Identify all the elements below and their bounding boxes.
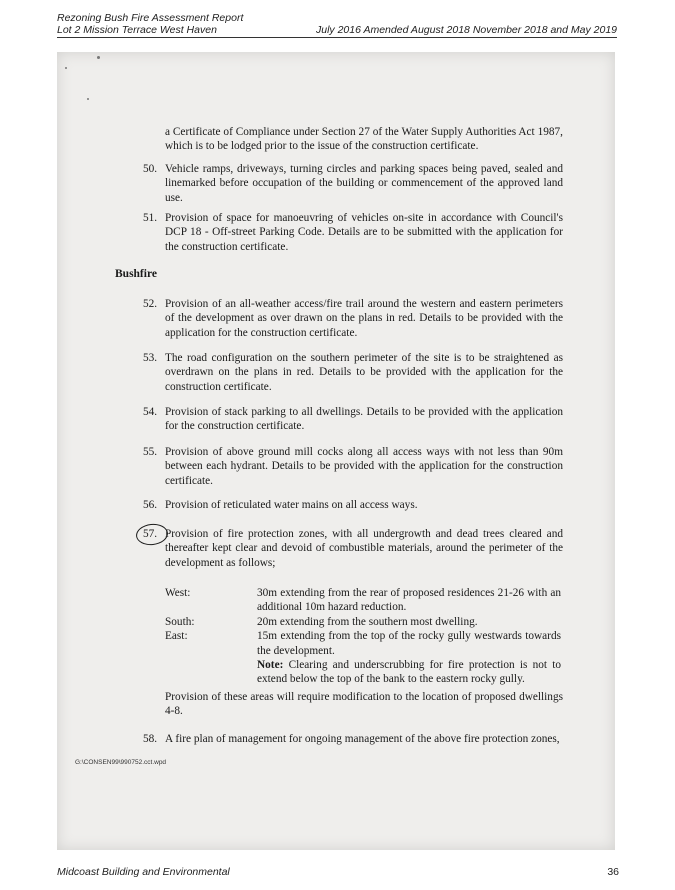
report-location: Lot 2 Mission Terrace West Haven xyxy=(57,24,217,36)
file-path: G:\CONSEN99\990752.cct.wpd xyxy=(75,759,167,766)
zone-row xyxy=(165,629,561,658)
item-number: 57. xyxy=(143,528,158,540)
item-number: 51. xyxy=(143,212,158,224)
page-header xyxy=(57,12,617,38)
item-text: Provision of above ground mill cocks along all access ways with not less than 90m between each hydrant. Details to be provided with the application for the construction certificate. xyxy=(165,446,563,487)
company-name: Midcoast Building and Environmental xyxy=(57,866,230,878)
provision-paragraph: Provision of these areas will require modification to the location of proposed dwellings 4-8. xyxy=(165,691,563,718)
list-item xyxy=(143,405,563,434)
item-text: Provision of fire protection zones, with all undergrowth and dead trees cleared and thereafter kept clear and devoid of combustible materials, around the perimeter of the development as follows; xyxy=(165,528,563,569)
list-item xyxy=(143,527,563,570)
fire-protection-zones xyxy=(165,586,561,687)
zone-note xyxy=(257,658,561,687)
item-number: 53. xyxy=(143,352,158,364)
item-text: The road configuration on the southern perimeter of the site is to be straightened as overdrawn on the plans in red. Details to be provided with the application for the construction certificate. xyxy=(165,352,563,393)
scan-speck xyxy=(65,67,67,69)
zone-note-row xyxy=(165,658,561,687)
list-item xyxy=(143,445,563,488)
item-number: 54. xyxy=(143,406,158,418)
header-line xyxy=(57,24,617,38)
item-text: Provision of reticulated water mains on all access ways. xyxy=(165,499,418,511)
list-item xyxy=(143,498,563,512)
page-footer xyxy=(57,866,619,878)
item-text: Provision of an all-weather access/fire trail around the western and eastern perimeters of the development as over drawn on the plans in red. Details to be provided with the application for the construction certificate. xyxy=(165,298,563,339)
intro-paragraph: a Certificate of Compliance under Section 27 of the Water Supply Authorities Act 1987, which is to be lodged prior to the issue of the construction certificate. xyxy=(165,126,563,153)
item-number: 52. xyxy=(143,298,158,310)
note-text: Clearing and underscrubbing for fire protection is not to extend below the top of the bank to the eastern rocky gully. xyxy=(257,659,561,686)
item-number: 58. xyxy=(143,733,158,745)
item-number: 56. xyxy=(143,499,158,511)
item-text: Provision of space for manoeuvring of vehicles on-site in accordance with Council's DCP 18 - Off-street Parking Code. Details are to be submitted with the application for the construction certificate. xyxy=(165,212,563,253)
list-item xyxy=(143,351,563,394)
page-number: 36 xyxy=(607,866,619,878)
zone-value: 15m extending from the top of the rocky gully westwards towards the development. xyxy=(257,630,561,657)
report-dates: July 2016 Amended August 2018 November 2018 and May 2019 xyxy=(315,24,617,36)
list-item xyxy=(143,732,563,746)
list-item xyxy=(143,211,563,254)
item-text: Provision of stack parking to all dwellings. Details to be provided with the application for the construction certificate. xyxy=(165,406,563,433)
zone-row xyxy=(165,586,561,615)
report-title: Rezoning Bush Fire Assessment Report xyxy=(57,12,244,24)
note-label: Note: xyxy=(257,659,284,672)
item-text: A fire plan of management for ongoing management of the above fire protection zones, xyxy=(165,733,560,745)
zone-label: East: xyxy=(165,630,188,643)
item-text: Vehicle ramps, driveways, turning circles and parking spaces being paved, sealed and linemarked before occupation of the building or commencement of the approved land use. xyxy=(165,163,563,204)
scan-speck xyxy=(87,98,89,100)
zone-label: South: xyxy=(165,615,195,628)
list-item xyxy=(143,162,563,205)
zone-label: West: xyxy=(165,587,191,599)
section-heading: Bushfire xyxy=(115,268,157,280)
item-number: 50. xyxy=(143,163,158,175)
scan-speck xyxy=(97,56,100,59)
zone-value: 20m extending from the southern most dwelling. xyxy=(257,615,478,628)
zone-value: 30m extending from the rear of proposed residences 21-26 with an additional 10m hazard reduction. xyxy=(257,587,561,614)
list-item xyxy=(143,297,563,340)
item-number: 55. xyxy=(143,446,158,458)
zone-row xyxy=(165,615,561,629)
